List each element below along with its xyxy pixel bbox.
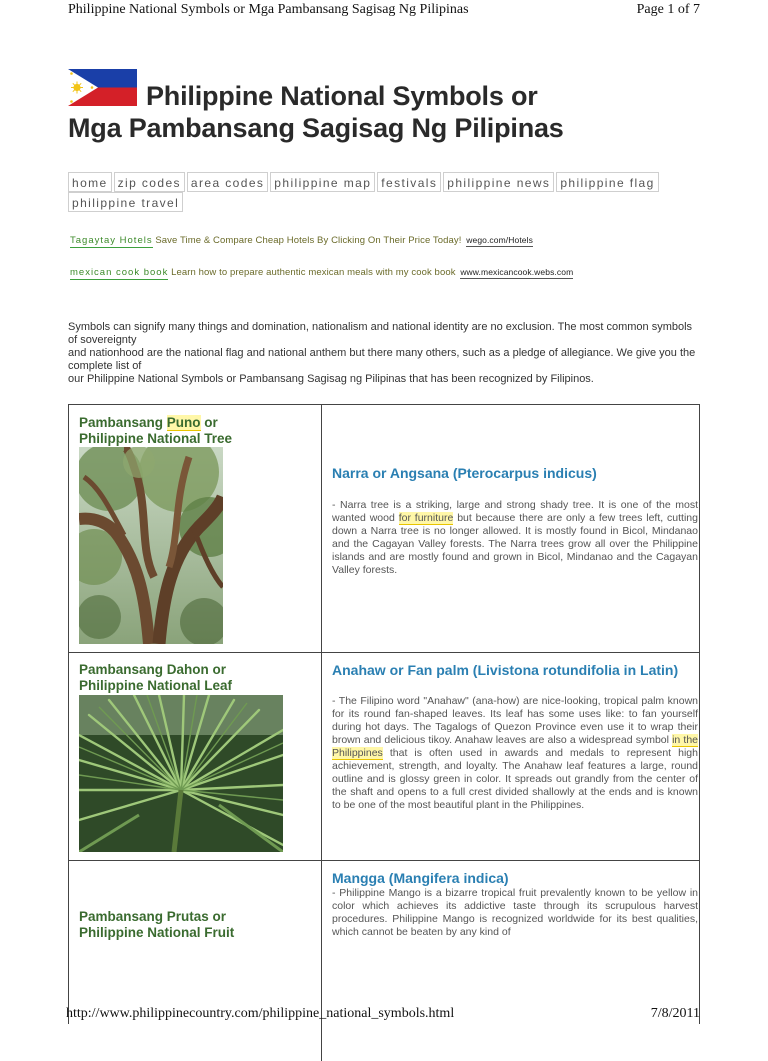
symbol-description xyxy=(332,695,698,812)
sponsored-ad-1 xyxy=(70,235,533,246)
nav-home[interactable]: home xyxy=(68,172,112,192)
symbol-info-cell xyxy=(322,405,699,652)
intro-line-2: and nationhood are the national flag and national anthem but there many others, such as a pledge of allegiance. We give you the complete list of xyxy=(68,347,696,372)
nav-philippine-news[interactable]: philippine news xyxy=(443,172,554,192)
symbol-scientific-name: Narra or Angsana (Pterocarpus indicus) xyxy=(332,465,597,481)
symbol-row-tree xyxy=(69,405,699,653)
intro-line-3: our Philippine National Symbols or Pambansang Sagisag ng Pilipinas that has been recognized by Filipinos. xyxy=(68,373,594,385)
symbol-label-cell xyxy=(69,861,322,1061)
symbol-row-leaf xyxy=(69,653,699,861)
nav-philippine-flag[interactable]: philippine flag xyxy=(556,172,658,192)
desc-part: that is often used in awards and medals to represent high achievement, strength, and loyalty. The Anahaw leaf features a large, round outline and is glossy green in color. It spreads out grandly from the center of the shaft and opens to a full crest divided shallowly at the ends and is known to be one of the most beautiful plant in the Philippines. xyxy=(332,747,698,811)
symbol-label-cell xyxy=(69,653,322,860)
symbol-label-cell xyxy=(69,405,322,652)
site-navigation xyxy=(68,172,668,212)
intro-paragraph xyxy=(68,321,698,386)
ad-1-text: Save Time & Compare Cheap Hotels By Clicking On Their Price Today! xyxy=(155,235,462,246)
desc-part: - Narra tree is a striking, large and strong shady tree. It is one of the most wanted wood xyxy=(332,499,698,524)
page-title-line-2: Mga Pambansang Sagisag Ng Pilipinas xyxy=(68,113,564,143)
nav-philippine-travel[interactable]: philippine travel xyxy=(68,192,183,212)
symbol-name xyxy=(79,909,234,941)
symbol-info-cell xyxy=(322,653,699,860)
print-footer-date: 7/8/2011 xyxy=(650,1006,700,1021)
symbol-description xyxy=(332,499,698,577)
page-title xyxy=(68,80,708,144)
sponsored-ad-2 xyxy=(70,267,573,278)
anahaw-leaf-image xyxy=(79,695,283,852)
symbol-name-part: or xyxy=(200,415,218,430)
page-title-line-1: Philippine National Symbols or xyxy=(146,81,538,111)
intro-line-1: Symbols can signify many things and domination, nationalism and national identity are no exclusion. The most common symbols of sovereignty xyxy=(68,321,693,346)
desc-highlight: for furniture xyxy=(398,512,454,524)
symbol-info-cell xyxy=(322,861,699,1061)
symbol-name-line-1: Pambansang Prutas or xyxy=(79,909,227,924)
print-header-title: Philippine National Symbols or Mga Pambansang Sagisag Ng Pilipinas xyxy=(68,2,469,17)
nav-zip-codes[interactable]: zip codes xyxy=(114,172,185,192)
nav-festivals[interactable]: festivals xyxy=(377,172,441,192)
symbol-name-part: Pambansang xyxy=(79,415,167,430)
nav-philippine-map[interactable]: philippine map xyxy=(270,172,375,192)
nav-area-codes[interactable]: area codes xyxy=(187,172,268,192)
symbol-name-line-2: Philippine National Fruit xyxy=(79,925,235,940)
print-header xyxy=(0,0,768,24)
ad-2-text: Learn how to prepare authentic mexican meals with my cook book xyxy=(171,267,456,278)
symbol-name xyxy=(79,662,232,694)
symbol-scientific-name: Anahaw or Fan palm (Livistona rotundifolia in Latin) xyxy=(332,662,679,678)
symbol-name-line-2: Philippine National Leaf xyxy=(79,678,233,693)
symbol-name-line-1: Pambansang Dahon or xyxy=(79,662,227,677)
ad-1-url[interactable]: wego.com/Hotels xyxy=(466,235,533,245)
print-header-page: Page 1 of 7 xyxy=(636,2,700,17)
desc-part: but because there are only a few trees left, cutting down a Narra tree is no longer allowed. It is mostly found in Bicol, Mindanao and the Cagayan Valley forests. The Narra trees grow all over the Philippine islands and are mostly found and grown in Bicol, Mindanao and the Cagayan Valley forests. xyxy=(332,512,698,576)
desc-highlight: in the Philippines xyxy=(332,734,698,759)
symbol-scientific-name: Mangga (Mangifera indica) xyxy=(332,870,509,886)
symbol-name xyxy=(79,415,232,447)
symbol-name-line-2: Philippine National Tree xyxy=(79,431,233,446)
ad-1-link[interactable]: Tagaytay Hotels xyxy=(70,235,153,246)
symbols-table xyxy=(68,404,700,1024)
print-footer-url: http://www.philippinecountry.com/philippine_national_symbols.html xyxy=(66,1006,455,1021)
ad-2-url[interactable]: www.mexicancook.webs.com xyxy=(460,267,574,277)
symbol-row-fruit xyxy=(69,861,699,1061)
ad-2-link[interactable]: mexican cook book xyxy=(70,267,169,278)
desc-part: - The Filipino word "Anahaw" (ana-how) are nice-looking, tropical palm known for its round fan-shaped leaves. Its leaf has some uses like: to fan yourself during hot days. The Tagalogs of Quezon Province even use it to wrap their brown and delicious tikoy. Anahaw leaves are also a widespread symbol xyxy=(332,695,698,746)
symbol-name-highlight: Puno xyxy=(166,415,201,430)
symbol-description: - Philippine Mango is a bizarre tropical fruit prevalently known to be yellow in color which achieves its addictive taste through its scrupulous harvest procedures. Philippine Mango is recognized worldwide for its best qualities, which cannot be beaten by any kind of xyxy=(332,887,698,938)
narra-tree-image xyxy=(79,447,223,644)
